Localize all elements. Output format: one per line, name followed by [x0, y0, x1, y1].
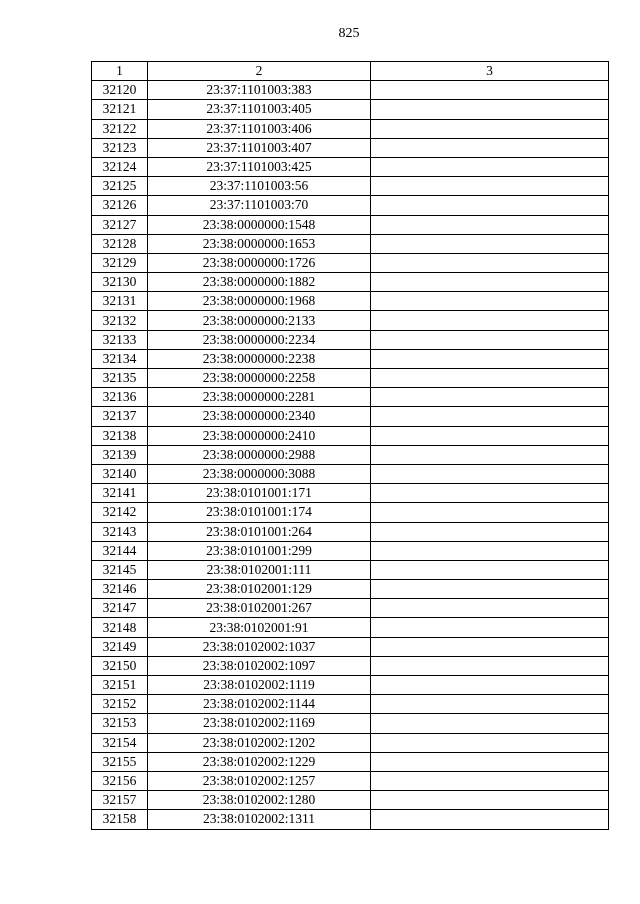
row-number-cell: 32138: [92, 426, 148, 445]
table-row: [92, 580, 609, 599]
cadastral-number-cell: 23:37:1101003:405: [148, 100, 371, 119]
table-row: [92, 752, 609, 771]
row-number-cell: 32154: [92, 733, 148, 752]
cadastral-number-cell: 23:38:0101001:174: [148, 503, 371, 522]
cadastral-number-cell: 23:38:0000000:2410: [148, 426, 371, 445]
cadastral-number-cell: 23:38:0102002:1257: [148, 771, 371, 790]
table-row: [92, 503, 609, 522]
table-row: [92, 637, 609, 656]
note-cell: [371, 484, 609, 503]
cadastral-number-cell: 23:38:0000000:2133: [148, 311, 371, 330]
cadastral-number-cell: 23:37:1101003:70: [148, 196, 371, 215]
row-number-cell: 32146: [92, 580, 148, 599]
cadastral-number-cell: 23:38:0101001:264: [148, 522, 371, 541]
table-row: [92, 464, 609, 483]
table-row: [92, 119, 609, 138]
row-number-cell: 32127: [92, 215, 148, 234]
table-row: [92, 196, 609, 215]
note-cell: [371, 119, 609, 138]
table-row: [92, 407, 609, 426]
cadastral-number-cell: 23:38:0000000:2238: [148, 349, 371, 368]
cadastral-number-cell: 23:38:0000000:3088: [148, 464, 371, 483]
cadastral-number-cell: 23:37:1101003:407: [148, 138, 371, 157]
table-row: [92, 157, 609, 176]
note-cell: [371, 618, 609, 637]
table-row: [92, 599, 609, 618]
row-number-cell: 32141: [92, 484, 148, 503]
table-row: [92, 177, 609, 196]
row-number-cell: 32155: [92, 752, 148, 771]
row-number-cell: 32122: [92, 119, 148, 138]
note-cell: [371, 580, 609, 599]
table-row: [92, 426, 609, 445]
cadastral-number-cell: 23:38:0102002:1311: [148, 810, 371, 829]
row-number-cell: 32131: [92, 292, 148, 311]
cadastral-number-cell: 23:38:0102002:1119: [148, 676, 371, 695]
row-number-cell: 32121: [92, 100, 148, 119]
note-cell: [371, 330, 609, 349]
note-cell: [371, 138, 609, 157]
row-number-cell: 32153: [92, 714, 148, 733]
cadastral-number-cell: 23:37:1101003:56: [148, 177, 371, 196]
note-cell: [371, 560, 609, 579]
row-number-cell: 32123: [92, 138, 148, 157]
row-number-cell: 32145: [92, 560, 148, 579]
row-number-cell: 32130: [92, 273, 148, 292]
row-number-cell: 32157: [92, 791, 148, 810]
table-row: [92, 541, 609, 560]
note-cell: [371, 157, 609, 176]
note-cell: [371, 503, 609, 522]
row-number-cell: 32120: [92, 81, 148, 100]
cadastral-number-cell: 23:38:0000000:2340: [148, 407, 371, 426]
cadastral-number-cell: 23:38:0000000:2258: [148, 369, 371, 388]
table-row: [92, 714, 609, 733]
table-row: [92, 656, 609, 675]
table-row: [92, 484, 609, 503]
table-row: [92, 100, 609, 119]
table-row: [92, 138, 609, 157]
row-number-cell: 32147: [92, 599, 148, 618]
table-row: [92, 349, 609, 368]
table-header-row: [92, 62, 609, 81]
note-cell: [371, 215, 609, 234]
note-cell: [371, 791, 609, 810]
table-row: [92, 369, 609, 388]
note-cell: [371, 81, 609, 100]
note-cell: [371, 100, 609, 119]
cadastral-number-cell: 23:38:0000000:1548: [148, 215, 371, 234]
note-cell: [371, 273, 609, 292]
note-cell: [371, 464, 609, 483]
note-cell: [371, 253, 609, 272]
table-row: [92, 311, 609, 330]
table-row: [92, 81, 609, 100]
row-number-cell: 32135: [92, 369, 148, 388]
table-row: [92, 733, 609, 752]
note-cell: [371, 714, 609, 733]
cadastral-number-cell: 23:38:0000000:2988: [148, 445, 371, 464]
row-number-cell: 32143: [92, 522, 148, 541]
cadastral-number-cell: 23:37:1101003:406: [148, 119, 371, 138]
note-cell: [371, 676, 609, 695]
row-number-cell: 32139: [92, 445, 148, 464]
note-cell: [371, 349, 609, 368]
row-number-cell: 32156: [92, 771, 148, 790]
table-row: [92, 234, 609, 253]
row-number-cell: 32124: [92, 157, 148, 176]
table-body: [92, 81, 609, 829]
table-row: [92, 618, 609, 637]
cadastral-number-cell: 23:38:0102001:267: [148, 599, 371, 618]
row-number-cell: 32140: [92, 464, 148, 483]
note-cell: [371, 177, 609, 196]
column-header-3: 3: [371, 62, 609, 81]
row-number-cell: 32137: [92, 407, 148, 426]
table-row: [92, 695, 609, 714]
cadastral-number-cell: 23:38:0000000:1726: [148, 253, 371, 272]
row-number-cell: 32126: [92, 196, 148, 215]
note-cell: [371, 311, 609, 330]
note-cell: [371, 369, 609, 388]
row-number-cell: 32142: [92, 503, 148, 522]
column-header-2: 2: [148, 62, 371, 81]
row-number-cell: 32158: [92, 810, 148, 829]
cadastral-number-cell: 23:37:1101003:383: [148, 81, 371, 100]
table-row: [92, 215, 609, 234]
cadastral-number-cell: 23:38:0102002:1037: [148, 637, 371, 656]
note-cell: [371, 541, 609, 560]
row-number-cell: 32125: [92, 177, 148, 196]
row-number-cell: 32128: [92, 234, 148, 253]
cadastral-number-cell: 23:38:0102002:1169: [148, 714, 371, 733]
table-row: [92, 676, 609, 695]
cadastral-number-cell: 23:38:0000000:1968: [148, 292, 371, 311]
cadastral-number-cell: 23:38:0101001:299: [148, 541, 371, 560]
cadastral-number-cell: 23:38:0102002:1144: [148, 695, 371, 714]
note-cell: [371, 522, 609, 541]
note-cell: [371, 234, 609, 253]
row-number-cell: 32152: [92, 695, 148, 714]
note-cell: [371, 388, 609, 407]
note-cell: [371, 752, 609, 771]
row-number-cell: 32136: [92, 388, 148, 407]
cadastral-number-cell: 23:38:0101001:171: [148, 484, 371, 503]
table-row: [92, 810, 609, 829]
note-cell: [371, 695, 609, 714]
row-number-cell: 32149: [92, 637, 148, 656]
row-number-cell: 32134: [92, 349, 148, 368]
cadastral-number-cell: 23:38:0102002:1280: [148, 791, 371, 810]
note-cell: [371, 733, 609, 752]
row-number-cell: 32151: [92, 676, 148, 695]
note-cell: [371, 771, 609, 790]
note-cell: [371, 599, 609, 618]
cadastral-number-cell: 23:38:0102002:1097: [148, 656, 371, 675]
cadastral-number-cell: 23:37:1101003:425: [148, 157, 371, 176]
row-number-cell: 32150: [92, 656, 148, 675]
table-row: [92, 771, 609, 790]
row-number-cell: 32144: [92, 541, 148, 560]
table-row: [92, 522, 609, 541]
column-header-1: 1: [92, 62, 148, 81]
table-row: [92, 292, 609, 311]
page-number: 825: [338, 26, 360, 41]
note-cell: [371, 196, 609, 215]
cadastral-number-cell: 23:38:0102002:1229: [148, 752, 371, 771]
note-cell: [371, 407, 609, 426]
cadastral-number-cell: 23:38:0000000:2234: [148, 330, 371, 349]
cadastral-number-cell: 23:38:0000000:1882: [148, 273, 371, 292]
table-row: [92, 273, 609, 292]
cadastral-number-cell: 23:38:0102001:91: [148, 618, 371, 637]
table-row: [92, 330, 609, 349]
cadastral-number-cell: 23:38:0000000:2281: [148, 388, 371, 407]
cadastral-number-cell: 23:38:0000000:1653: [148, 234, 371, 253]
cadastral-number-cell: 23:38:0102001:129: [148, 580, 371, 599]
cadastral-number-cell: 23:38:0102001:111: [148, 560, 371, 579]
note-cell: [371, 637, 609, 656]
note-cell: [371, 445, 609, 464]
table-row: [92, 445, 609, 464]
table-row: [92, 253, 609, 272]
row-number-cell: 32133: [92, 330, 148, 349]
table-header: [92, 62, 609, 81]
note-cell: [371, 656, 609, 675]
table-row: [92, 560, 609, 579]
note-cell: [371, 426, 609, 445]
table-row: [92, 791, 609, 810]
note-cell: [371, 810, 609, 829]
row-number-cell: 32148: [92, 618, 148, 637]
cadastral-number-cell: 23:38:0102002:1202: [148, 733, 371, 752]
cadastral-table: [91, 61, 609, 830]
note-cell: [371, 292, 609, 311]
table-row: [92, 388, 609, 407]
row-number-cell: 32132: [92, 311, 148, 330]
row-number-cell: 32129: [92, 253, 148, 272]
